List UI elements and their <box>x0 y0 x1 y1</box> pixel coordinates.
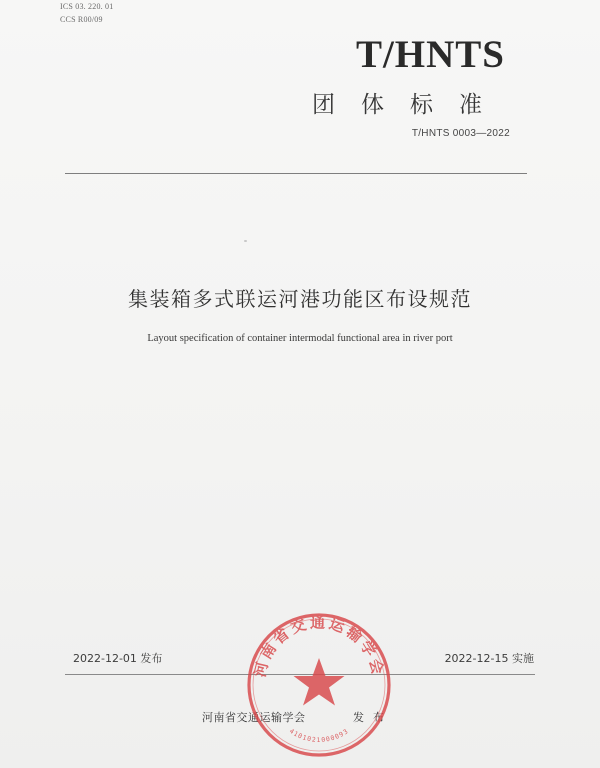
scan-speck <box>244 240 247 242</box>
header-divider <box>65 173 527 174</box>
ccs-code: CCS R00/09 <box>60 15 103 24</box>
star-icon <box>294 658 345 706</box>
release-date: 2022-12-01 发布 <box>73 652 163 665</box>
standard-type: 团体标准 <box>312 92 508 118</box>
document-title-english: Layout specification of container intermodal functional area in river port <box>147 333 453 344</box>
standard-brand: T/HNTS <box>355 33 505 76</box>
standard-number: T/HNTS 0003—2022 <box>411 128 510 139</box>
ics-code: ICS 03. 220. 01 <box>60 2 114 11</box>
document-title-chinese: 集装箱多式联运河港功能区布设规范 <box>128 287 472 311</box>
implement-date: 2022-12-15 实施 <box>444 652 534 665</box>
seal-text: 河南省交通运输学会 <box>250 613 388 679</box>
publish-label: 发布 <box>353 711 393 724</box>
seal-number: 4101021000093 <box>287 727 351 744</box>
publisher-name: 河南省交通运输学会 <box>202 711 306 724</box>
official-seal <box>244 610 394 760</box>
